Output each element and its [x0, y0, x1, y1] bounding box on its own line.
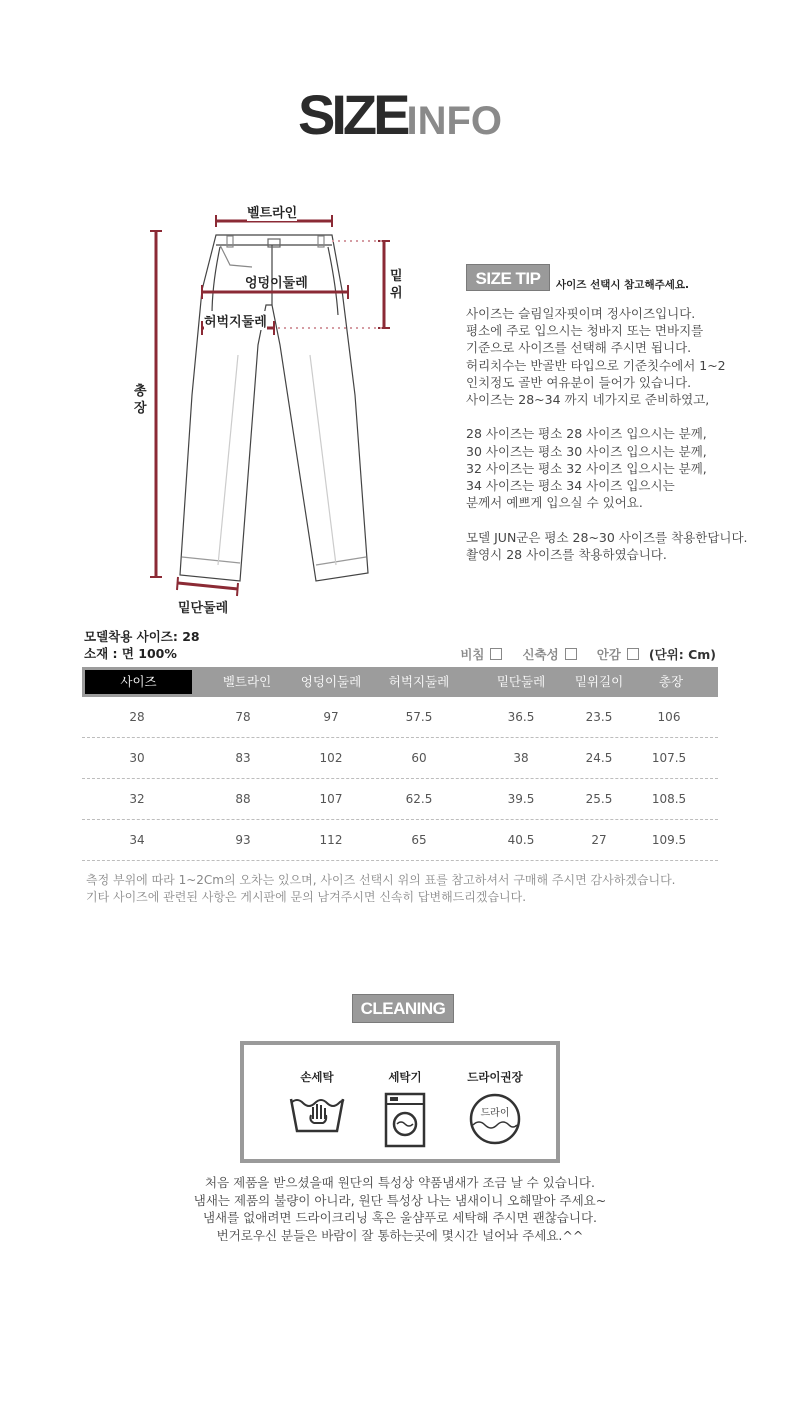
label-belt-line: 벨트라인: [247, 202, 297, 221]
label-thigh: 허벅지둘레: [204, 311, 267, 330]
table-row: 30 83 102 60 38 24.5 107.5: [82, 738, 718, 779]
material-line: 소재 : 면 100%: [84, 646, 177, 661]
lining-checkbox[interactable]: [627, 648, 639, 660]
dry-clean-icon: [467, 1091, 523, 1147]
size-tip-badge: SIZE TIP: [466, 264, 550, 291]
svg-text:드라이: 드라이: [480, 1108, 510, 1119]
title-main: SIZE: [297, 83, 407, 146]
header-belt: 벨트라인: [222, 674, 272, 689]
header-thigh: 허벅지둘레: [388, 674, 450, 689]
stretch-checkbox[interactable]: [565, 648, 577, 660]
label-length: 총 장: [134, 384, 147, 416]
table-row: 34 93 112 65 40.5 27 109.5: [82, 820, 718, 861]
pants-outline-illustration: [120, 195, 420, 620]
unit-label: (단위: Cm): [648, 647, 716, 662]
size-tip-text: 사이즈는 슬림일자핏이며 정사이즈입니다. 평소에 주로 입으시는 청바지 또는 면바지를 기준으로 사이즈를 선택해 주시면 됩니다. 허리치수는 반골반 타입으로 기준칫수에서 1~2 인치정도 골반 여유분이 들어가 있습니다. 사이즈는 28~34 까지 네가지로 준비하였고, 28 사이즈는 평소 28 사이즈 입으시는 분께, 30 사이즈는 평소 30 사이즈 입으시는 분께, 32 사이즈는 평소 32 사이즈 입으시는 분께, 34 사이즈는 평소 34 사이즈 입으시는 분께서 예쁘게 입으실 수 있어요. 모델 JUN군은 평소 28~30 사이즈를 착용한답니다. 촬영시 28 사이즈를 착용하였습니다.: [466, 306, 748, 562]
sheer-checkbox[interactable]: [490, 648, 502, 660]
table-header: [82, 667, 718, 697]
page-title: [0, 82, 800, 147]
header-size: 사이즈: [85, 670, 192, 694]
size-tip-note: 사이즈 선택시 참고해주세요.: [556, 279, 690, 291]
fabric-properties: [460, 645, 716, 663]
washing-machine-icon: [383, 1091, 427, 1149]
care-instructions: [240, 1041, 560, 1163]
header-rise: 밑위길이: [574, 674, 624, 689]
title-sub: INFO: [406, 99, 502, 143]
model-size-line: 모델착용 사이즈: 28: [84, 629, 200, 644]
table-row: 28 78 97 57.5 36.5 23.5 106: [82, 697, 718, 738]
header-length: 총장: [658, 674, 684, 689]
header-hem: 밑단둘레: [496, 674, 546, 689]
lining-label: 안감: [596, 647, 621, 662]
model-info: [84, 628, 200, 662]
hand-wash-icon: [287, 1091, 347, 1137]
stretch-label: 신축성: [522, 647, 559, 662]
cleaning-badge: CLEANING: [352, 994, 454, 1023]
care-dry-clean: 드라이권장 드라이: [450, 1069, 540, 1147]
sheer-label: 비침: [460, 647, 485, 662]
size-table: [82, 667, 718, 861]
label-hem: 밑단둘레: [178, 597, 228, 616]
care-washing-machine: 세탁기: [360, 1069, 450, 1149]
header-hip: 엉덩이둘레: [300, 674, 362, 689]
measurement-note: 측정 부위에 따라 1~2Cm의 오차는 있으며, 사이즈 선택시 위의 표를 참고하셔서 구매해 주시면 감사하겠습니다. 기타 사이즈에 관련된 사항은 게시판에 문의 남겨주시면 신속히 답변해드리겠습니다.: [86, 873, 676, 904]
table-row: 32 88 107 62.5 39.5 25.5 108.5: [82, 779, 718, 820]
care-hand-wash: 손세탁: [272, 1069, 362, 1137]
label-rise: 밑 위: [390, 269, 403, 301]
cleaning-text: 처음 제품을 받으셨을때 원단의 특성상 약품냄새가 조금 날 수 있습니다. 냄새는 제품의 불량이 아니라, 원단 특성상 나는 냄새이니 오해말아 주세요~ 냄새를 없애려면 드라이크리닝 혹은 울샴푸로 세탁해 주시면 괜찮습니다. 번거로우신 분들은 바람이 잘 통하는곳에 몇시간 널어놔 주세요.^^: [193, 1175, 607, 1243]
pants-diagram: [120, 195, 420, 620]
label-hip: 엉덩이둘레: [245, 276, 308, 291]
